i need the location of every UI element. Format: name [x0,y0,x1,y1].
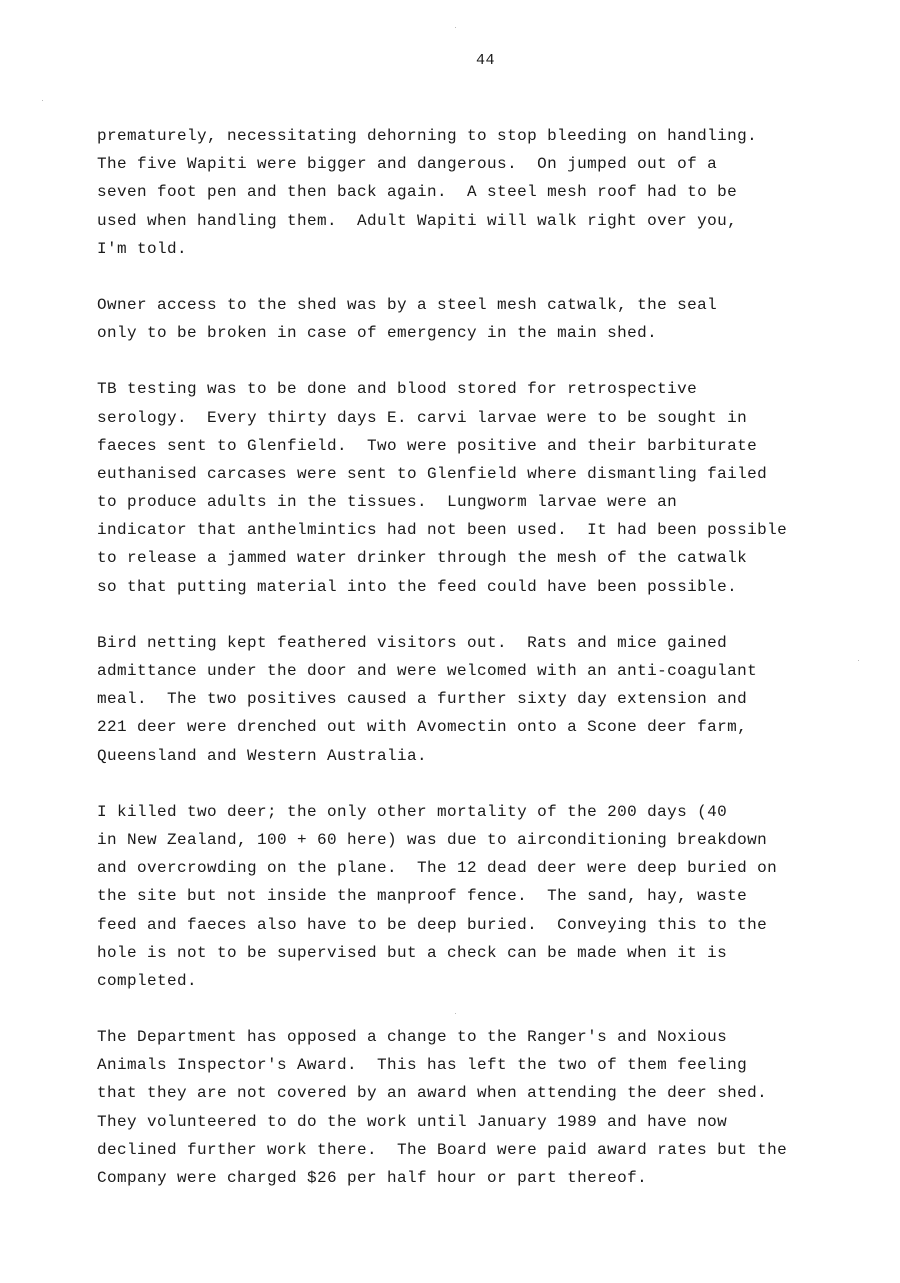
paragraph [97,1023,887,1192]
paragraph [97,291,887,347]
text-line: so that putting material into the feed could have been possible. [97,577,738,596]
text-line: feed and faeces also have to be deep buried. Conveying this to the [97,915,768,934]
text-line: faeces sent to Glenfield. Two were positive and their barbiturate [97,436,758,455]
text-line: indicator that anthelmintics had not been used. It had been possible [97,521,788,540]
paragraph [97,798,887,995]
text-line: and overcrowding on the plane. The 12 dead deer were deep buried on [97,859,778,878]
text-line: the site but not inside the manproof fence. The sand, hay, waste [97,887,748,906]
text-line: that they are not covered by an award when attending the deer shed. [97,1084,768,1103]
text-line: meal. The two positives caused a further sixty day extension and [97,690,748,709]
text-line: declined further work there. The Board were paid award rates but the [97,1140,788,1159]
text-line: seven foot pen and then back again. A steel mesh roof had to be [97,183,738,202]
text-line: Animals Inspector's Award. This has left the two of them feeling [97,1056,748,1075]
text-line: Queensland and Western Australia. [97,746,428,765]
text-line: in New Zealand, 100 + 60 here) was due to airconditioning breakdown [97,830,768,849]
text-line: 221 deer were drenched out with Avomectin onto a Scone deer farm, [97,718,748,737]
text-line: I killed two deer; the only other mortality of the 200 days (40 [97,802,728,821]
text-line: Owner access to the shed was by a steel mesh catwalk, the seal [97,295,718,314]
text-line: hole is not to be supervised but a check can be made when it is [97,943,728,962]
text-line: Bird netting kept feathered visitors out. Rats and mice gained [97,633,728,652]
text-line: They volunteered to do the work until January 1989 and have now [97,1112,728,1131]
text-line: The Department has opposed a change to the Ranger's and Noxious [97,1028,728,1047]
text-line: prematurely, necessitating dehorning to stop bleeding on handling. [97,127,758,145]
text-line: serology. Every thirty days E. carvi larvae were to be sought in [97,408,748,427]
text-line: I'm told. [97,239,188,258]
paragraph [97,629,887,770]
scan-speck [455,27,456,28]
text-line: used when handling them. Adult Wapiti will walk right over you, [97,211,738,230]
paragraph [97,375,887,601]
text-line: The five Wapiti were bigger and dangerous. On jumped out of a [97,155,718,174]
text-line: to release a jammed water drinker through the mesh of the catwalk [97,549,748,568]
page-number: 44 [476,52,496,69]
text-line: to produce adults in the tissues. Lungworm larvae were an [97,493,678,512]
text-line: admittance under the door and were welcomed with an anti-coagulant [97,662,758,680]
scan-speck [42,100,43,101]
text-line: TB testing was to be done and blood stored for retrospective [97,380,698,399]
text-line: euthanised carcases were sent to Glenfield where dismantling failed [97,464,768,483]
text-line: Company were charged $26 per half hour or part thereof. [97,1169,648,1187]
text-line: only to be broken in case of emergency in the main shed. [97,324,658,343]
document-body [97,122,887,1220]
text-line: completed. [97,971,198,990]
paragraph [97,122,887,263]
